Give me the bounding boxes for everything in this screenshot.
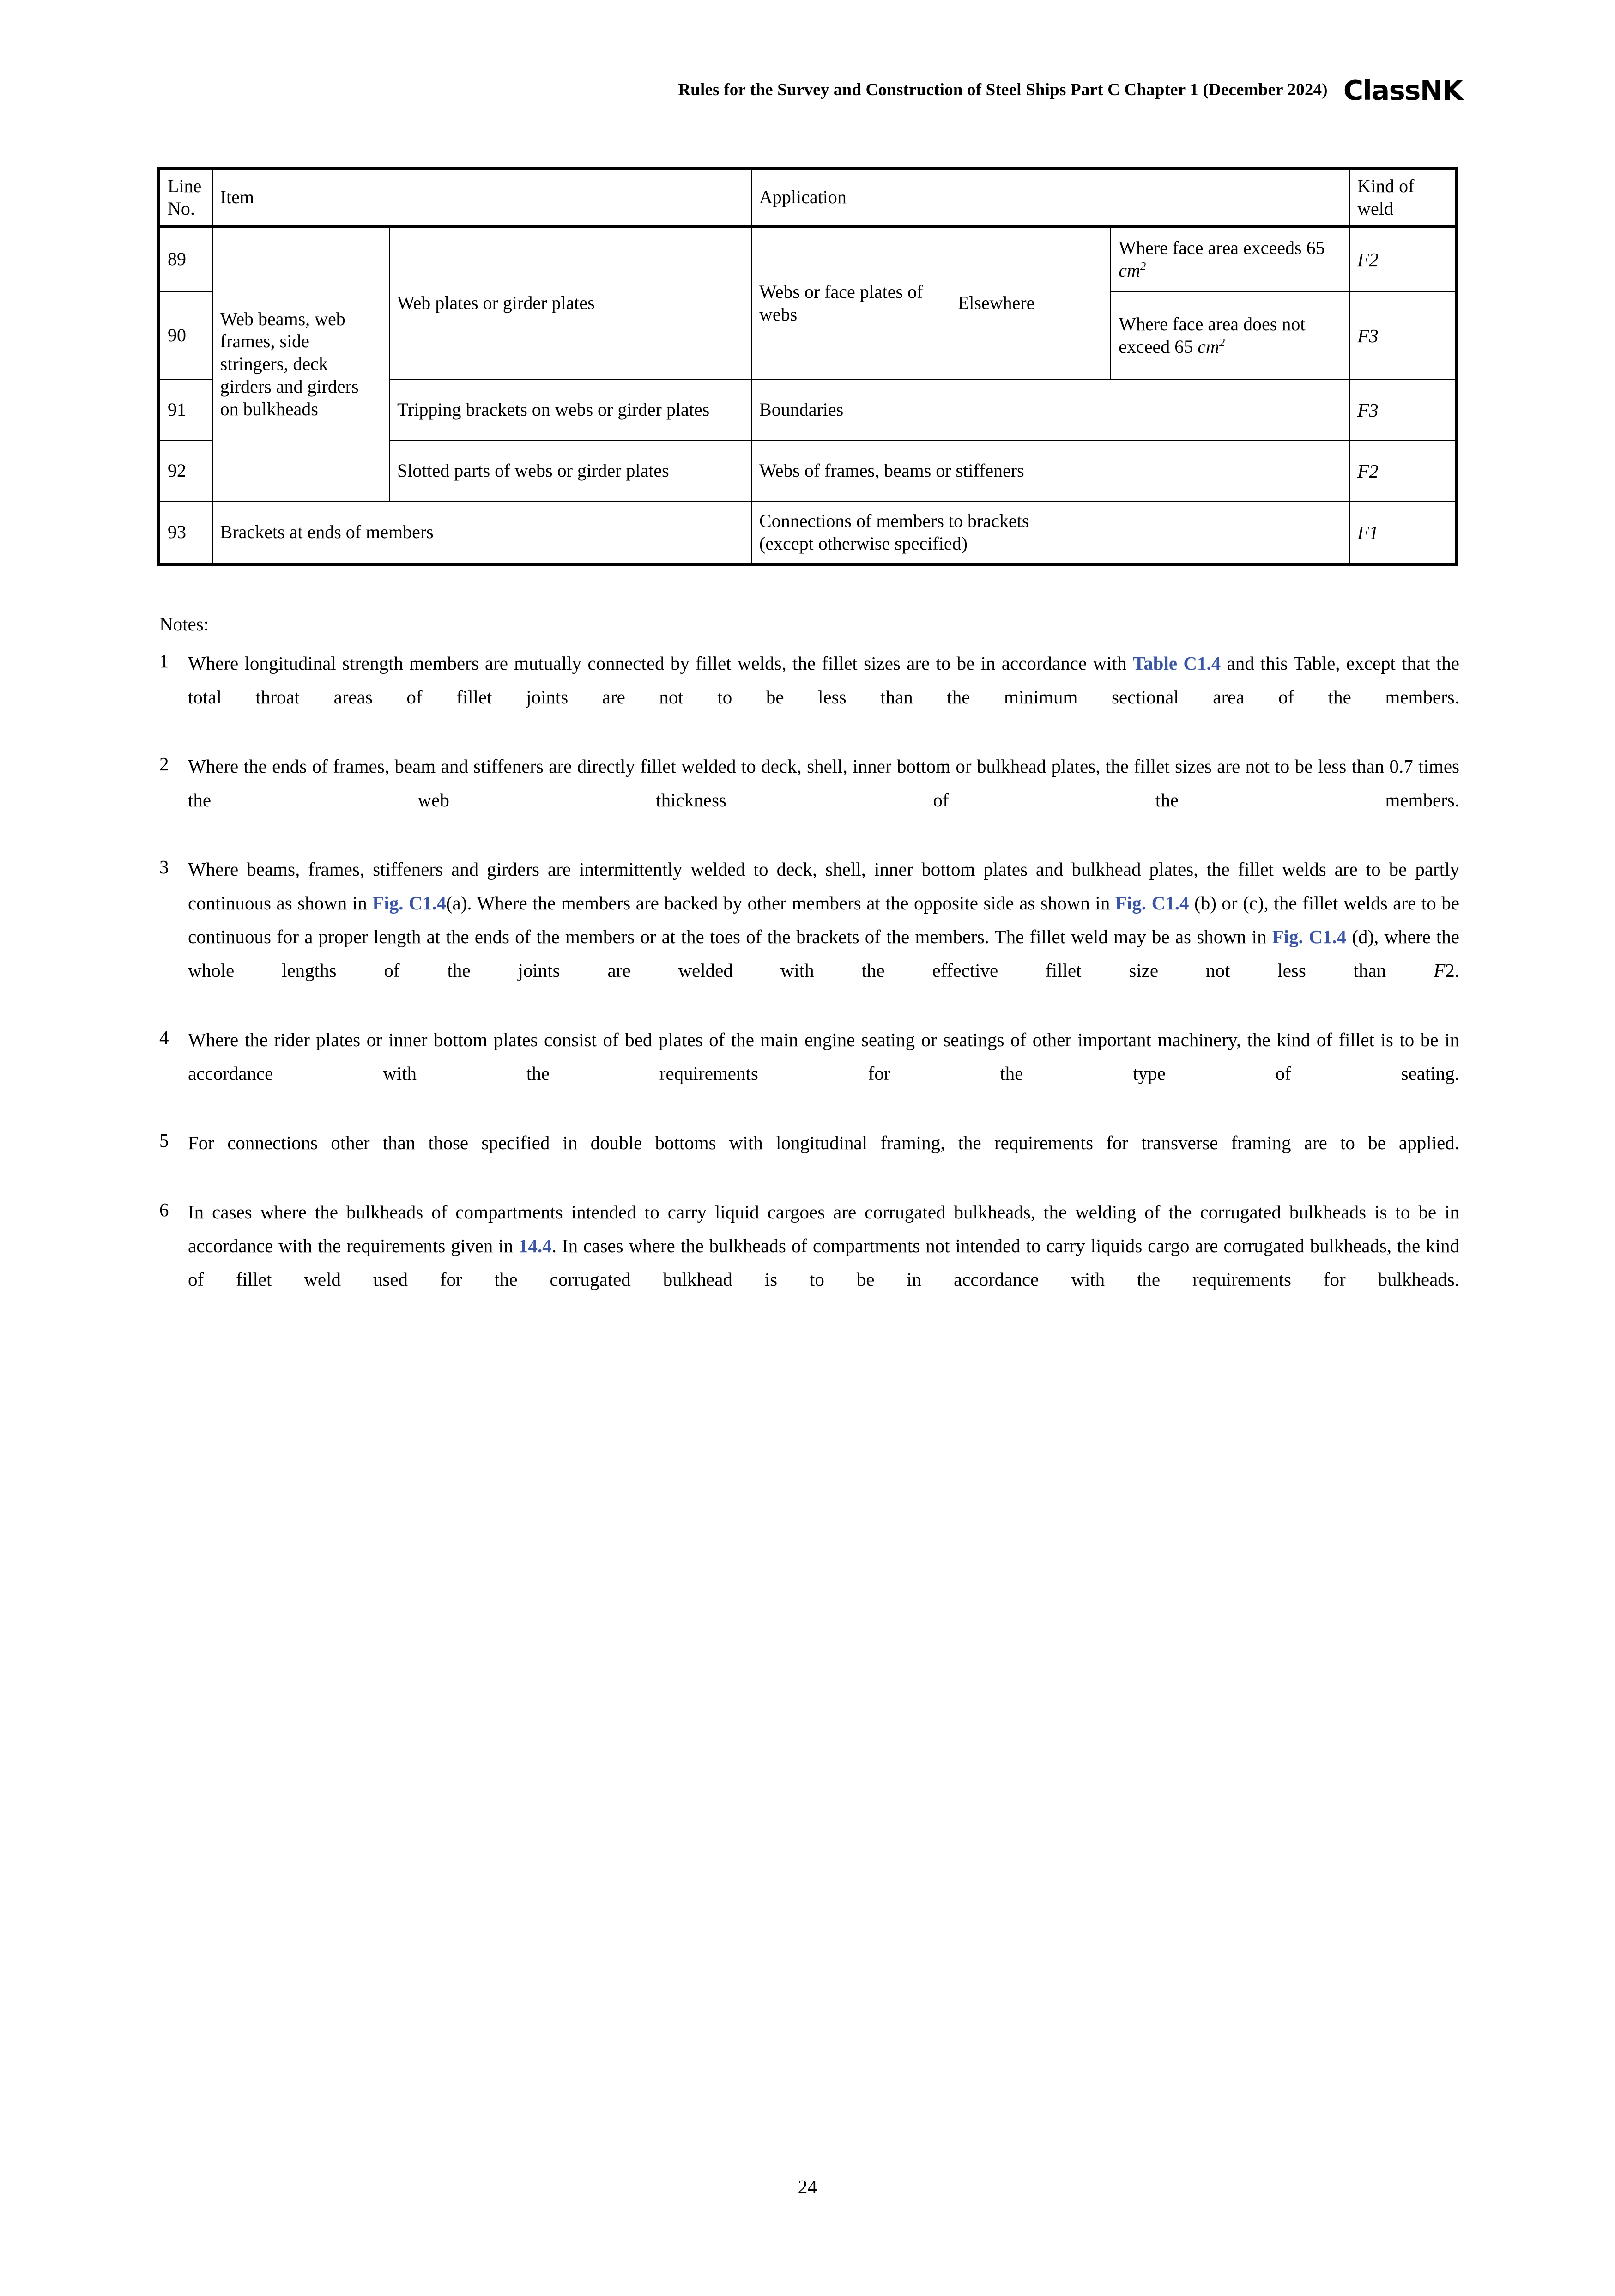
unit-exponent: 2 — [1219, 336, 1225, 349]
cell-line-no: 90 — [159, 292, 212, 380]
note-text-part: Where longitudinal strength members are mutually connected by fillet welds, the fillet sizes are to be in accordance with — [188, 653, 1133, 674]
table-row — [159, 226, 1457, 292]
col-header-application: Application — [751, 169, 1349, 226]
link-fig-c1-4-bc[interactable]: Fig. C1.4 — [1115, 892, 1189, 914]
note-item — [159, 1195, 1459, 1330]
link-fig-c1-4-a[interactable]: Fig. C1.4 — [372, 892, 446, 914]
cell-kind-of-weld: F2 — [1349, 226, 1457, 292]
cell-application-webs: Webs or face plates of webs — [751, 226, 950, 380]
col-header-line-no — [159, 169, 212, 226]
cell-item: Slotted parts of webs or girder plates — [389, 441, 751, 502]
note-text — [188, 1195, 1459, 1330]
page-header — [152, 69, 1463, 111]
note-text-part: In cases where the bulkheads of compartments intended to carry liquid cargoes are corrugated bulkheads, the welding of the corrugated bulkheads is to be in accordance with the requirements given in — [188, 1201, 1459, 1256]
weld-requirements-table — [157, 167, 1458, 566]
note-number: 1 — [159, 650, 169, 672]
note-text-part: 2. — [1445, 960, 1459, 981]
note-number: 2 — [159, 753, 169, 775]
note-text — [188, 750, 1459, 851]
cell-application-elsewhere: Elsewhere — [950, 226, 1111, 380]
unit-exponent: 2 — [1140, 260, 1146, 273]
cell-application — [751, 502, 1349, 565]
note-text — [188, 1023, 1459, 1124]
cell-application-l1: Connections of members to brackets — [759, 510, 1029, 531]
table-header-row — [159, 169, 1457, 226]
cell-kind-of-weld: F1 — [1349, 502, 1457, 565]
table-row — [159, 502, 1457, 565]
note-item — [159, 647, 1459, 748]
notes-section — [159, 610, 1459, 1332]
classnk-logo: ClassNK — [1343, 74, 1463, 106]
cell-item-group: Web beams, web frames, side stringers, deck girders and girders on bulkheads — [212, 226, 389, 502]
note-item — [159, 750, 1459, 851]
note-number: 3 — [159, 856, 169, 878]
unit-cm: cm — [1119, 260, 1140, 281]
cell-item: Tripping brackets on webs or girder plates — [389, 380, 751, 441]
note-item — [159, 1023, 1459, 1124]
note-number: 4 — [159, 1026, 169, 1048]
col-header-line-no-l2: No. — [168, 198, 195, 219]
col-header-kind-l1: Kind of — [1357, 176, 1415, 196]
cell-application: Boundaries — [751, 380, 1349, 441]
note-number: 5 — [159, 1129, 169, 1151]
note-text-part: (d), where the whole lengths of the joints are welded with the effective fillet size not less than — [188, 926, 1460, 981]
col-header-kind-l2: weld — [1357, 198, 1393, 219]
cell-application-face-area — [1111, 226, 1349, 292]
cell-line-no: 91 — [159, 380, 212, 441]
note-text-part: Where beams, frames, stiffeners and girders are intermittently welded to deck, shell, inner bottom plates and bulkhead plates, the fillet welds are to be partly continuous as shown in — [188, 859, 1459, 914]
cell-item: Brackets at ends of members — [212, 502, 751, 565]
face-area-text: Where face area exceeds 65 — [1119, 237, 1325, 258]
note-text-part: (b) or (c), the fillet welds are to be continuous for a proper length at the ends of the members or at the toes of the brackets of the members. The fillet weld may be as shown in — [188, 892, 1460, 948]
note-text — [188, 647, 1459, 748]
note-text-part: (a). Where the members are backed by other members at the opposite side as shown in — [446, 892, 1115, 914]
cell-application-l2: (except otherwise specified) — [759, 533, 968, 554]
note-item — [159, 1126, 1459, 1193]
note-text-part: For connections other than those specified in double bottoms with longitudinal framing, the requirements for transverse framing are to be applied. — [188, 1132, 1459, 1153]
col-header-item: Item — [212, 169, 751, 226]
note-number: 6 — [159, 1199, 169, 1220]
note-text-part: . In cases where the bulkheads of compartments not intended to carry liquids cargo are corrugated bulkheads, the kind of fillet weld used for the corrugated bulkhead is to be in accordance with the requirements for bulkheads. — [188, 1235, 1459, 1290]
note-text-part: Where the ends of frames, beam and stiffeners are directly fillet welded to deck, shell, inner bottom or bulkhead plates, the fillet sizes are not to be less than 0.7 times the web thickness of the members. — [188, 756, 1459, 811]
document-title: Rules for the Survey and Construction of Steel Ships Part C Chapter 1 (December 2024) — [678, 80, 1328, 99]
notes-label: Notes: — [159, 613, 209, 635]
note-text-part: and this Table, except that the total throat areas of fillet joints are not to be less than the minimum sectional area of the members. — [188, 653, 1459, 708]
note-text — [188, 1126, 1459, 1193]
col-header-kind-of-weld — [1349, 169, 1457, 226]
page-number: 24 — [798, 2177, 817, 2198]
cell-application-face-area — [1111, 292, 1349, 380]
link-section-14-4[interactable]: 14.4 — [519, 1235, 552, 1256]
cell-item: Web plates or girder plates — [389, 226, 751, 380]
cell-kind-of-weld: F3 — [1349, 380, 1457, 441]
link-fig-c1-4-d[interactable]: Fig. C1.4 — [1272, 926, 1346, 948]
note-item — [159, 853, 1459, 1021]
cell-line-no: 93 — [159, 502, 212, 565]
cell-application: Webs of frames, beams or stiffeners — [751, 441, 1349, 502]
note-text — [188, 853, 1459, 1021]
cell-line-no: 92 — [159, 441, 212, 502]
cell-kind-of-weld: F2 — [1349, 441, 1457, 502]
link-table-c1-4[interactable]: Table C1.4 — [1132, 653, 1221, 674]
cell-kind-of-weld: F3 — [1349, 292, 1457, 380]
unit-cm: cm — [1198, 336, 1219, 357]
cell-line-no: 89 — [159, 226, 212, 292]
weld-symbol-f: F — [1434, 960, 1446, 981]
col-header-line-no-l1: Line — [168, 176, 202, 196]
face-area-text: Where face area does not exceed 65 — [1119, 313, 1306, 357]
note-text-part: Where the rider plates or inner bottom plates consist of bed plates of the main engine seating or seatings of other important machinery, the kind of fillet is to be in accordance with the requirements for the type of seating. — [188, 1029, 1459, 1084]
